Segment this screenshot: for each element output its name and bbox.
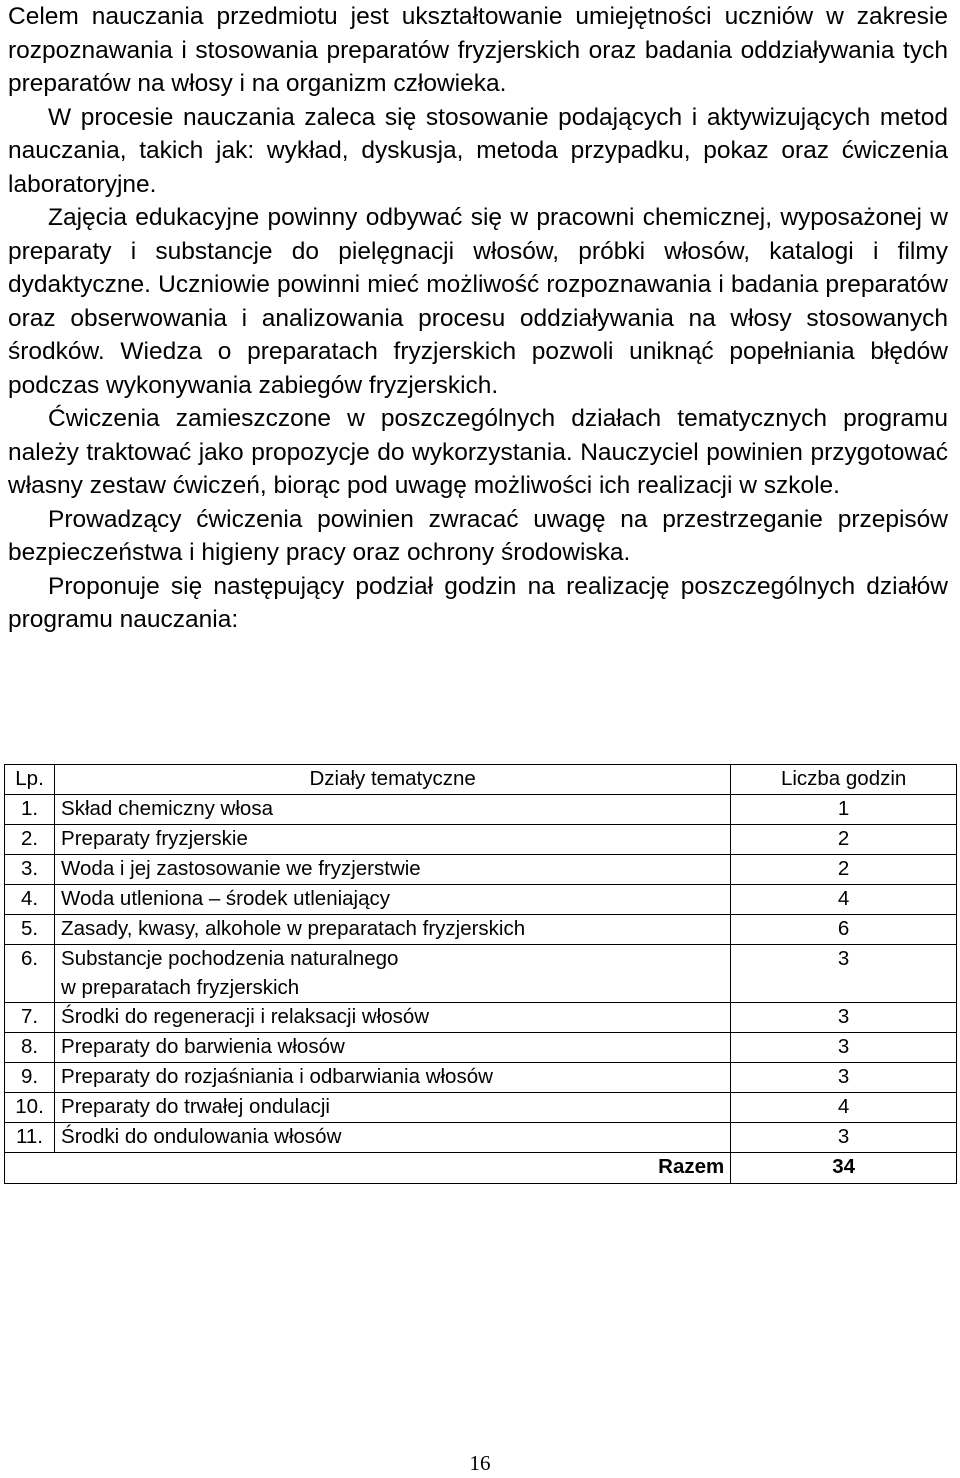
row-lp: 3. <box>5 855 55 885</box>
row-lp: 7. <box>5 1003 55 1033</box>
row-topic: Środki do ondulowania włosów <box>55 1123 731 1153</box>
paragraph-exercises: Ćwiczenia zamieszczone w poszczególnych działach tematycznych programu należy traktować jako propozycje do wykorzystania. Nauczyciel powinien przygotować własny zestaw ćwiczeń, biorąc pod uwagę możliwości ich realizacji w szkole. <box>8 405 948 499</box>
row-lp: 5. <box>5 915 55 945</box>
row-hours: 2 <box>731 855 957 885</box>
row-hours: 1 <box>731 795 957 825</box>
row-hours: 3 <box>731 1063 957 1093</box>
table-header-row <box>5 765 957 795</box>
hours-table <box>4 764 957 1184</box>
row-lp: 2. <box>5 825 55 855</box>
row-lp: 9. <box>5 1063 55 1093</box>
row-topic: Środki do regeneracji i relaksacji włosów <box>55 1003 731 1033</box>
table-row <box>5 825 957 855</box>
table-total-row <box>5 1153 957 1184</box>
row-hours: 2 <box>731 825 957 855</box>
row-topic: Woda utleniona – środek utleniający <box>55 885 731 915</box>
row-topic: Preparaty do barwienia włosów <box>55 1033 731 1063</box>
row-topic: Woda i jej zastosowanie we fryzjerstwie <box>55 855 731 885</box>
row-hours: 3 <box>731 1033 957 1063</box>
table-row <box>5 1033 957 1063</box>
paragraph-methods: W procesie nauczania zaleca się stosowanie podających i aktywizujących metod nauczania, takich jak: wykład, dyskusja, metoda przypadku, pokaz oraz ćwiczenia laboratoryjne. <box>8 103 948 198</box>
table-row <box>5 795 957 825</box>
body-text <box>8 0 948 637</box>
paragraph-hours-intro: Proponuje się następujący podział godzin na realizację poszczególnych działów programu nauczania: <box>8 572 948 633</box>
table-row <box>5 855 957 885</box>
row-lp: 1. <box>5 795 55 825</box>
row-topic: Preparaty fryzjerskie <box>55 825 731 855</box>
row-topic: Preparaty do rozjaśniania i odbarwiania włosów <box>55 1063 731 1093</box>
page-number: 16 <box>469 1451 491 1475</box>
paragraph-safety: Prowadzący ćwiczenia powinien zwracać uwagę na przestrzeganie przepisów bezpieczeństwa i higieny pracy oraz ochrony środowiska. <box>8 505 948 566</box>
row-topic: Skład chemiczny włosa <box>55 795 731 825</box>
row-lp: 8. <box>5 1033 55 1063</box>
row-lp: 4. <box>5 885 55 915</box>
table-row <box>5 915 957 945</box>
table-row <box>5 885 957 915</box>
table-row <box>5 1063 957 1093</box>
header-lp: Lp. <box>5 765 55 795</box>
table-row <box>5 1123 957 1153</box>
row-topic-multiline <box>55 945 731 1003</box>
row-hours: 3 <box>731 1003 957 1033</box>
table-row <box>5 1093 957 1123</box>
row-topic: Zasady, kwasy, alkohole w preparatach fryzjerskich <box>55 915 731 945</box>
header-topic: Działy tematyczne <box>55 765 731 795</box>
total-empty-cell <box>5 1153 55 1184</box>
row-lp: 10. <box>5 1093 55 1123</box>
paragraph-objective: Celem nauczania przedmiotu jest ukształtowanie umiejętności uczniów w zakresie rozpoznawania i stosowania preparatów fryzjerskich oraz badania oddziaływania tych preparatów na włosy i na organizm człowieka. <box>8 3 948 97</box>
row-topic: Preparaty do trwałej ondulacji <box>55 1093 731 1123</box>
row-lp: 6. <box>5 945 55 1003</box>
row-hours: 3 <box>731 945 957 1003</box>
total-hours: 34 <box>731 1153 957 1184</box>
table-row <box>5 1003 957 1033</box>
total-label: Razem <box>55 1153 731 1184</box>
header-hours: Liczba godzin <box>731 765 957 795</box>
table-row <box>5 945 957 1003</box>
row-hours: 4 <box>731 885 957 915</box>
row-topic-line-1: Substancje pochodzenia naturalnego <box>61 947 399 970</box>
row-lp: 11. <box>5 1123 55 1153</box>
row-hours: 3 <box>731 1123 957 1153</box>
paragraph-classes: Zajęcia edukacyjne powinny odbywać się w pracowni chemicznej, wyposażonej w preparaty i substancje do pielęgnacji włosów, próbki włosów, katalogi i filmy dydaktyczne. Uczniowie powinni mieć możliwość rozpoznawania i badania preparatów oraz obserwowania i analizowania procesu oddziaływania na włosy stosowanych środków. Wiedza o preparatach fryzjerskich pozwoli uniknąć popełniania błędów podczas wykonywania zabiegów fryzjerskich. <box>8 204 948 399</box>
row-hours: 6 <box>731 915 957 945</box>
row-topic-line-2: w preparatach fryzjerskich <box>61 975 300 999</box>
row-hours: 4 <box>731 1093 957 1123</box>
